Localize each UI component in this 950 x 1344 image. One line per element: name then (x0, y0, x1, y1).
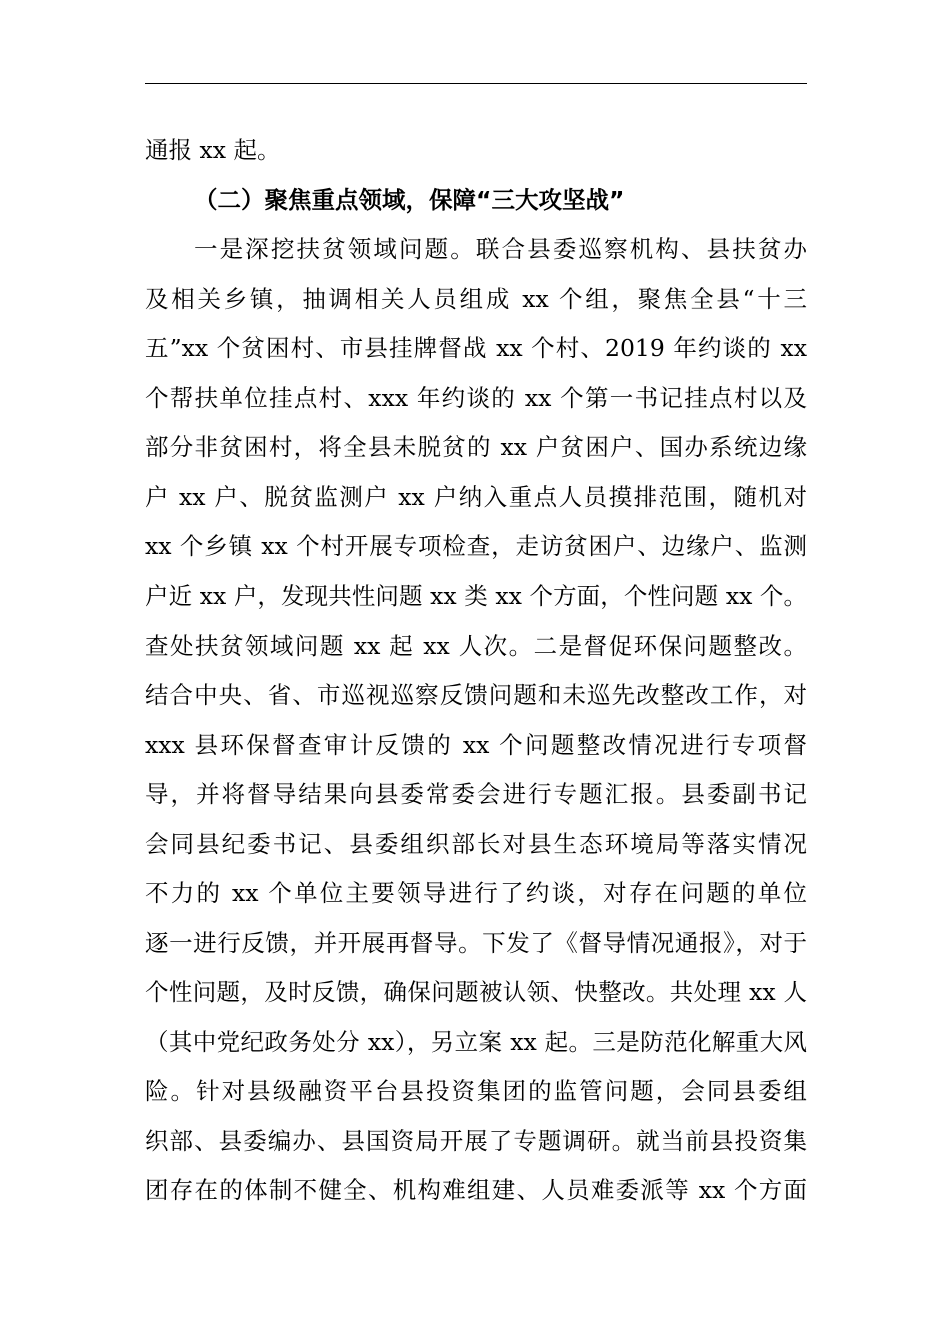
paragraph-line: 及相关乡镇，抽调相关人员组成 xx 个组，聚焦全县“十三 (145, 285, 807, 313)
paragraph-line: xxx 县环保督查审计反馈的 xx 个问题整改情况进行专项督 (145, 731, 807, 759)
paragraph-line: 个帮扶单位挂点村、xxx 年约谈的 xx 个第一书记挂点村以及 (145, 384, 807, 412)
paragraph-line: 部分非贫困村，将全县未脱贫的 xx 户贫困户、国办系统边缘 (145, 433, 807, 461)
paragraph-line: 会同县纪委书记、县委组织部长对县生态环境局等落实情况 (145, 830, 807, 858)
paragraph-line: 户 xx 户、脱贫监测户 xx 户纳入重点人员摸排范围，随机对 (145, 483, 807, 511)
paragraph-line: 户近 xx 户，发现共性问题 xx 类 xx 个方面，个性问题 xx 个。 (145, 582, 807, 610)
paragraph-line: 查处扶贫领域问题 xx 起 xx 人次。二是督促环保问题整改。 (145, 632, 807, 660)
paragraph-line: 团存在的体制不健全、机构难组建、人员难委派等 xx 个方面 (145, 1176, 807, 1204)
continuation-line: 通报 xx 起。 (145, 136, 281, 164)
header-rule (145, 83, 807, 84)
section-heading: （二）聚焦重点领域，保障“三大攻坚战” (194, 186, 625, 214)
paragraph-line: 不力的 xx 个单位主要领导进行了约谈，对存在问题的单位 (145, 879, 807, 907)
paragraph-line: 织部、县委编办、县国资局开展了专题调研。就当前县投资集 (145, 1127, 807, 1155)
paragraph-line: （其中党纪政务处分 xx），另立案 xx 起。三是防范化解重大风 (145, 1028, 807, 1056)
paragraph-line: 险。针对县级融资平台县投资集团的监管问题，会同县委组 (145, 1077, 807, 1105)
paragraph-line: 个性问题，及时反馈，确保问题被认领、快整改。共处理 xx 人 (145, 978, 807, 1006)
paragraph-line: 一是深挖扶贫领域问题。联合县委巡察机构、县扶贫办 (194, 235, 807, 263)
paragraph-line: 结合中央、省、市巡视巡察反馈问题和未巡先改整改工作，对 (145, 681, 807, 709)
paragraph-line: 五”xx 个贫困村、市县挂牌督战 xx 个村、2019 年约谈的 xx (145, 334, 807, 362)
paragraph-line: 逐一进行反馈，并开展再督导。下发了《督导情况通报》，对于 (145, 929, 807, 957)
paragraph-line: xx 个乡镇 xx 个村开展专项检查，走访贫困户、边缘户、监测 (145, 532, 807, 560)
paragraph-line: 导，并将督导结果向县委常委会进行专题汇报。县委副书记 (145, 780, 807, 808)
